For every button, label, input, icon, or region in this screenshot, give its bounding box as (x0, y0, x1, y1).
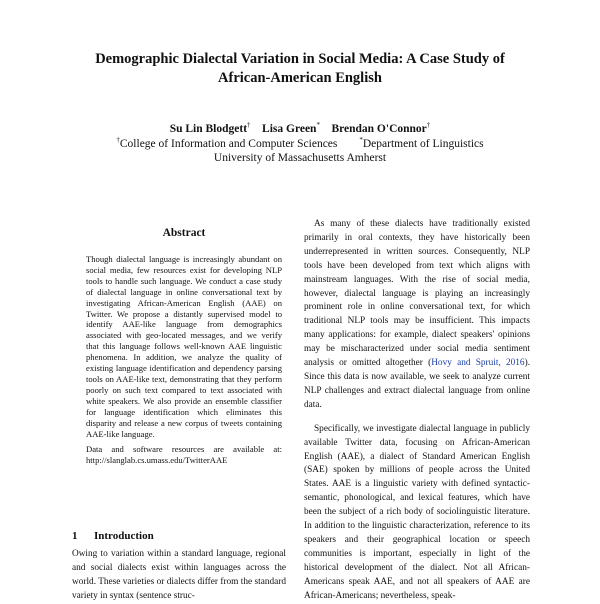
abstract-section (86, 226, 282, 466)
section-number: 1 (72, 530, 78, 542)
author-name: Su Lin Blodgett (169, 122, 248, 135)
title-line-2: African-American English (218, 70, 382, 86)
section-title: Introduction (94, 530, 154, 542)
right-column (304, 218, 530, 603)
department-name: College of Information and Computer Sciences (119, 137, 338, 150)
affiliation-mark: * (359, 136, 363, 144)
body-paragraph: Specifically, we investigate dialectal language in publicly available Twitter data, focusing on African-American English (AAE), a dialect of Standard American English (SAE) spoken by millions of people across the United States. AAE is a linguistic variety with defined syntactic-semantic, phonological, and lexical features, which have been the subject of a rich body of sociolinguistic literature. In addition to the linguistic characterization, reference to its speakers and their geographical location or speech communities is important, especially in light of the historical development of the dialect. Not all African-Americans speak AAE, and not all speakers of AAE are African-Americans; nevertheless, speak- (304, 423, 530, 601)
department-row (60, 133, 540, 151)
university-name: University of Massachusetts Amherst (213, 152, 387, 165)
introduction-body (72, 548, 286, 604)
affiliation-mark: † (116, 136, 120, 144)
author-name: Brendan O'Connor (331, 122, 427, 135)
department-name: Department of Linguistics (362, 137, 484, 150)
abstract-heading: Abstract (162, 227, 206, 239)
affiliation-mark: † (426, 121, 431, 129)
paragraph-text: As many of these dialects have traditionally existed primarily in oral contexts, they have historically been underrepresented in written sources. Consequently, NLP tools have been developed from text which aligns with mainstream languages. With the rise of social media, however, dialectal language is playing an increasingly prominent role in online conversational text, for which traditional NLP tools may be insufficient. This impacts many applications: for example, dialect speakers' opinions may be mischaracterized under social media sentiment analysis or omitted altogether ( (304, 219, 530, 369)
body-paragraph (304, 218, 530, 413)
abstract-paragraph: Data and software resources are available at: http://slanglab.cs.umass.edu/TwitterAAE (86, 444, 282, 466)
abstract-body (86, 254, 282, 466)
affiliations (60, 133, 540, 166)
citation-link[interactable]: Hovy and Spruit, 2016 (431, 358, 525, 369)
author-name: Lisa Green (262, 122, 317, 135)
body-paragraph: Owing to variation within a standard language, regional and social dialects exist within languages across the world. These varieties or dialects differ from the standard variety in syntax (sentence struc- (72, 549, 286, 601)
section-heading-introduction (72, 530, 154, 542)
affiliation-mark: * (316, 121, 320, 129)
affiliation-mark: † (247, 121, 251, 129)
paper-title (60, 50, 540, 88)
title-line-1: Demographic Dialectal Variation in Social Media: A Case Study of (95, 51, 505, 67)
paragraph-text: ). Since this data is now available, we seek to analyze current NLP challenges and extract dialectal language from online data. (304, 358, 531, 410)
abstract-paragraph: Though dialectal language is increasingly abundant on social media, few resources exist for developing NLP tools to handle such language. We conduct a case study of dialectal language in online conversational text by investigating African-American English (AAE) on Twitter. We propose a distantly supervised model to identify AAE-like language from demographics associated with geo-located messages, and we verify that this language follows well-known AAE linguistic phenomena. In addition, we analyze the quality of existing language identification and dependency parsing tools on AAE-like text, demonstrating that they perform poorly on such text compared to text associated with white speakers. We also provide an ensemble classifier for language identification which eliminates this disparity and release a new corpus of tweets containing AAE-like language. (86, 254, 282, 439)
